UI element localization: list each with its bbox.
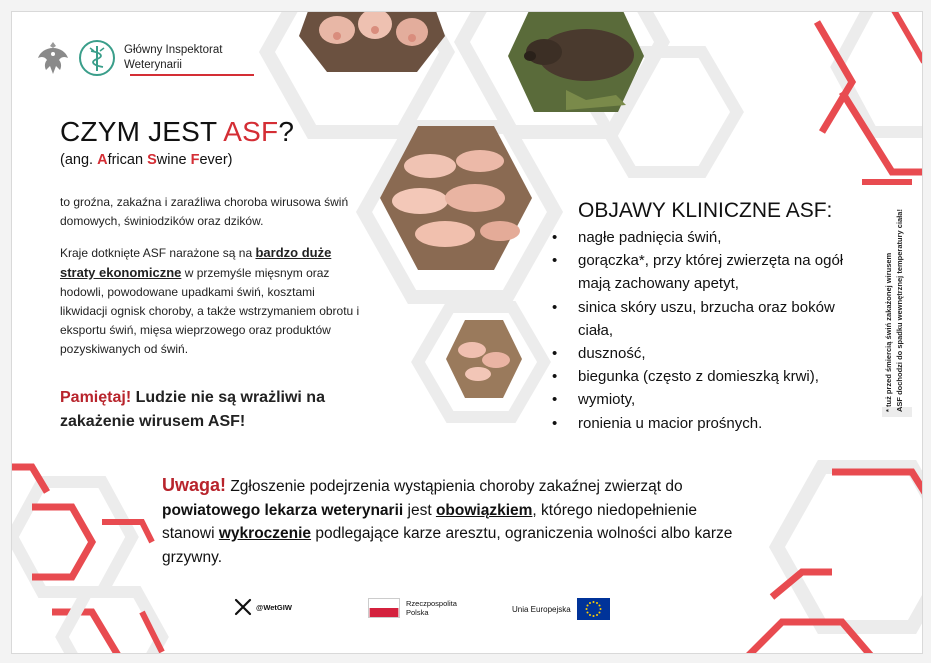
- warning-bold-1: powiatowego lekarza weterynarii: [162, 501, 404, 519]
- footer-eu: [512, 598, 610, 620]
- polish-eagle-icon: [36, 38, 70, 78]
- subtitle-letter-f: F: [190, 152, 200, 168]
- x-logo-icon: [234, 598, 252, 616]
- warning-underline-2: wykroczenie: [218, 525, 312, 542]
- piglets-photo-top: [297, 11, 447, 72]
- page-title: [60, 116, 294, 148]
- remember-label: Pamiętaj!: [60, 389, 132, 406]
- list-item: • gorączka*, przy której zwierzęta na ogół mają zachowany apetyt,: [552, 249, 872, 295]
- title-suffix: ?: [278, 116, 295, 147]
- header-red-rule: [130, 74, 254, 76]
- symptoms-title: OBJAWY KLINICZNE ASF:: [578, 199, 833, 222]
- warning-label: Uwaga!: [162, 475, 227, 495]
- vet-caduceus-icon: [78, 39, 116, 77]
- warning-text-4: podlegające karze aresztu, ograniczenia wolności albo karze grzywny.: [162, 525, 733, 566]
- symptoms-list: [552, 226, 872, 435]
- warning-paragraph: [162, 474, 742, 569]
- institution-line-2: Weterynarii: [124, 59, 182, 71]
- remember-note: [60, 386, 360, 434]
- header-logos: [36, 38, 234, 78]
- list-item: • wymioty,: [552, 388, 872, 411]
- institution-line-1: Główny Inspektorat: [124, 44, 223, 56]
- warning-text-1: Zgłoszenie podejrzenia wystąpienia choroby zakaźnej zwierząt do: [226, 478, 683, 495]
- economy-text-after: w przemyśle mięsnym oraz hodowli, powodowane upadkami świń, kosztami likwidacji ognisk choroby, a także wstrzymaniem obrotu i eksportu świń, mięsa wieprzowego oraz produktów pozyskiwanych od świń.: [60, 266, 360, 356]
- subtitle-open: (ang.: [60, 152, 98, 168]
- footer-rp: [368, 598, 466, 618]
- economy-paragraph: [60, 243, 360, 359]
- list-item: • biegunka (często z domieszką krwi),: [552, 365, 872, 388]
- footnote-line-1: * tuż przed śmiercią świń zakażonej wirusem: [884, 252, 893, 412]
- asf-leaflet: [11, 11, 923, 654]
- piglets-photo-small: [446, 320, 522, 398]
- subtitle-word-swine: wine: [156, 152, 191, 168]
- economy-text-before: Kraje dotknięte ASF narażone są na: [60, 246, 256, 260]
- footer-x-account[interactable]: [234, 598, 292, 616]
- wild-boar-photo: [506, 11, 646, 112]
- rp-label: [406, 599, 466, 617]
- title-highlight: ASF: [223, 116, 279, 147]
- polish-flag-icon: [368, 598, 400, 618]
- intro-paragraph: to groźna, zakaźna i zaraźliwa choroba wirusowa świń domowych, świniodzików oraz dzików.: [60, 195, 349, 228]
- list-item: • nagłe padnięcia świń,: [552, 226, 872, 249]
- subtitle-letter-s: S: [147, 152, 157, 168]
- remember-text: Ludzie nie są wrażliwi na zakażenie wirusem ASF!: [60, 389, 325, 430]
- x-handle: @WetGIW: [256, 602, 292, 612]
- warning-underline-1: obowiązkiem: [435, 501, 533, 519]
- footnote: [879, 172, 909, 412]
- rp-line-2: Polska: [406, 608, 429, 617]
- title-prefix: CZYM JEST: [60, 116, 224, 147]
- footnote-line-2: ASF dochodzi do spadku wewnętrznej temperatury ciała!: [895, 209, 904, 412]
- warning-text-3: , którego niedopełnienie stanowi: [162, 501, 698, 542]
- list-item: • duszność,: [552, 342, 872, 365]
- eu-flag-icon: [577, 598, 610, 620]
- list-item: • sinica skóry uszu, brzucha oraz boków ciała,: [552, 296, 872, 342]
- eu-label: Unia Europejska: [512, 604, 571, 614]
- page-subtitle: [60, 152, 233, 168]
- list-item: • ronienia u macior prośnych.: [552, 412, 872, 435]
- economy-bold: bardzo duże straty ekonomiczne: [60, 245, 332, 280]
- subtitle-word-fever: ever): [199, 152, 233, 168]
- rp-line-1: Rzeczpospolita: [406, 599, 457, 608]
- subtitle-word-african: frican: [107, 152, 148, 168]
- subtitle-letter-a: A: [97, 152, 108, 168]
- institution-name: [124, 43, 234, 73]
- pigs-farm-photo: [380, 126, 532, 270]
- warning-text-2: jest: [403, 501, 436, 519]
